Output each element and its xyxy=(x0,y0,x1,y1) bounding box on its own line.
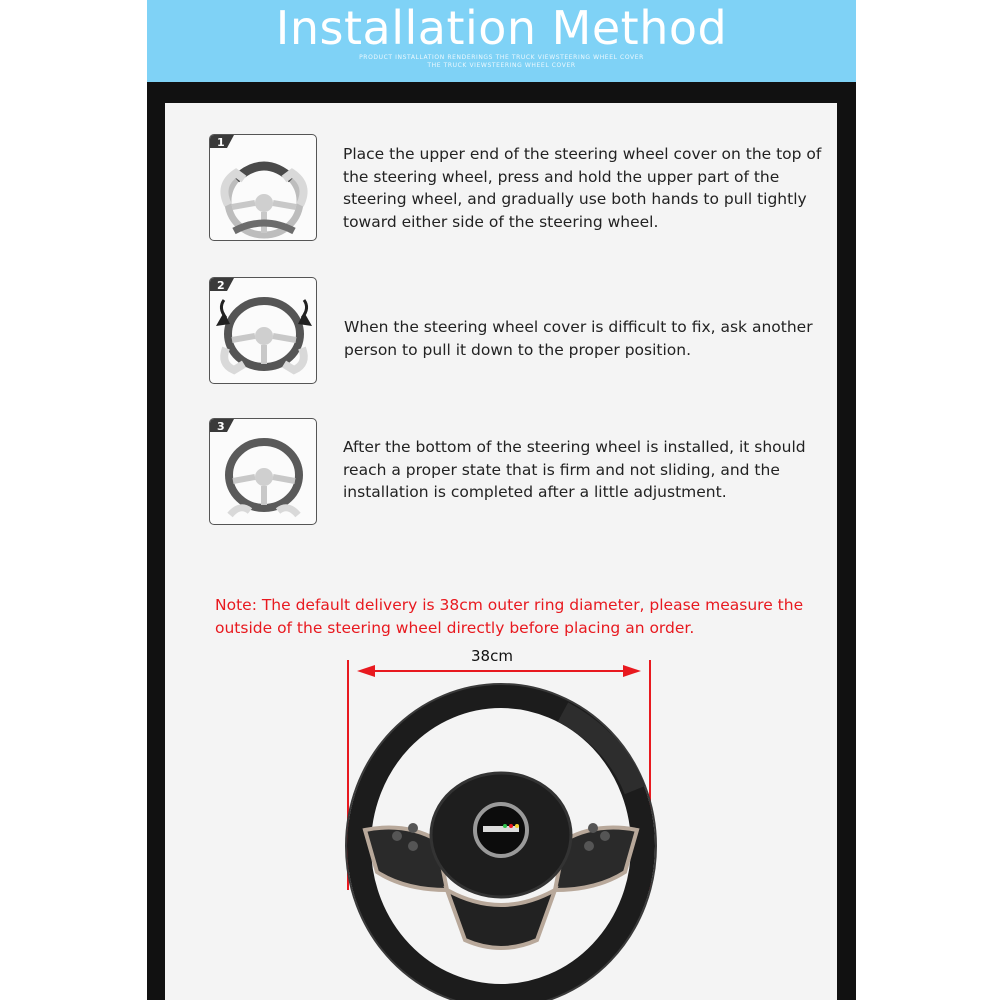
header-banner xyxy=(147,0,856,82)
steering-wheel-arrows-icon xyxy=(210,278,317,384)
step-3-text: After the bottom of the steering wheel is installed, it should reach a proper state that is firm and not sliding, and the installation is completed after a little adjustment. xyxy=(343,438,806,501)
step-2-text: When the steering wheel cover is difficult to fix, ask another person to pull it down to the proper position. xyxy=(344,318,813,359)
header-subtitle-2: THE TRUCK VIEWSTEERING WHEEL COVER xyxy=(427,62,576,69)
steering-wheel-image xyxy=(165,640,837,1000)
step-2-illustration xyxy=(209,277,317,384)
step-1-text: Place the upper end of the steering wheel cover on the top of the steering wheel, press and hold the upper part of the steering wheel, and gradually use both hands to pull tightly toward either side of the steering wheel. xyxy=(343,145,822,231)
size-note: Note: The default delivery is 38cm outer ring diameter, please measure the outside of the steering wheel directly before placing an order. xyxy=(215,596,804,637)
header-subtitle-1: PRODUCT INSTALLATION RENDERINGS THE TRUCK VIEWSTEERING WHEEL COVER xyxy=(359,54,644,61)
steering-wheel-hands-icon xyxy=(210,135,317,241)
step-number: 1 xyxy=(217,136,225,149)
steering-wheel-installed-icon xyxy=(210,419,317,525)
page-title: Installation Method xyxy=(275,1,728,55)
diameter-label: 38cm xyxy=(471,647,513,665)
arrow-right-head xyxy=(623,665,641,677)
step-number: 2 xyxy=(217,279,225,292)
step-3-illustration xyxy=(209,418,317,525)
arrow-left-head xyxy=(357,665,375,677)
step-1-illustration xyxy=(209,134,317,241)
step-number: 3 xyxy=(217,420,225,433)
